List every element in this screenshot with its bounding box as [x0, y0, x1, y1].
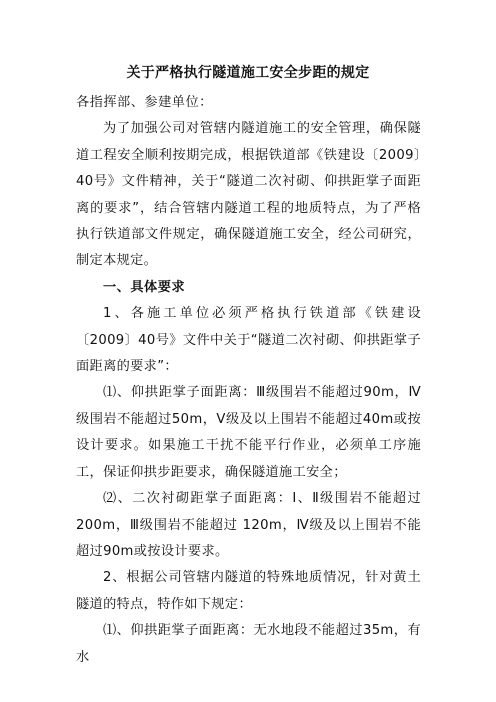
- document-body: [76, 90, 421, 671]
- requirement-item-1-sub-1: ⑴、仰拱距掌子面距离：Ⅲ级围岩不能超过90m，Ⅳ级围岩不能超过50m，Ⅴ级及以上围岩不能超过40m或按设计要求。如果施工干扰不能平行作业，必须单工序施工，保证仰拱步距要求，确保隧道施工安全；: [76, 385, 421, 480]
- intro-paragraph: 为了加强公司对管辖内隧道施工的安全管理，确保隧道工程安全顺利按期完成，根据铁道部《铁建设〔2009〕40号》文件精神，关于“隧道二次衬砌、仰拱距掌子面距离的要求”，结合管辖内隧道工程的地质特点，为了严格执行铁道部文件规定，确保隧道施工安全，经公司研究，制定本规定。: [76, 121, 421, 269]
- requirement-item-2-sub-1: ⑴、仰拱距掌子面距离：无水地段不能超过35m，有水: [76, 623, 421, 665]
- document-title: 关于严格执行隧道施工安全步距的规定: [126, 65, 370, 81]
- requirement-item-2: 2、根据公司管辖内隧道的特殊地质情况，针对黄土隧道的特点，特作如下规定：: [76, 570, 421, 612]
- section-heading: 一、具体要求: [103, 279, 186, 295]
- requirement-item-1-sub-2: ⑵、二次衬砌距掌子面距离：Ⅰ、Ⅱ级围岩不能超过200m，Ⅲ级围岩不能超过 120m，Ⅳ级及以上围岩不能超过90m或按设计要求。: [76, 491, 421, 559]
- salutation: 各指挥部、参建单位：: [76, 95, 213, 110]
- requirement-item-1: 1、各施工单位必须严格执行铁道部《铁建设〔2009〕40号》文件中关于“隧道二次衬砌、仰拱距掌子面距离的要求”：: [76, 306, 421, 375]
